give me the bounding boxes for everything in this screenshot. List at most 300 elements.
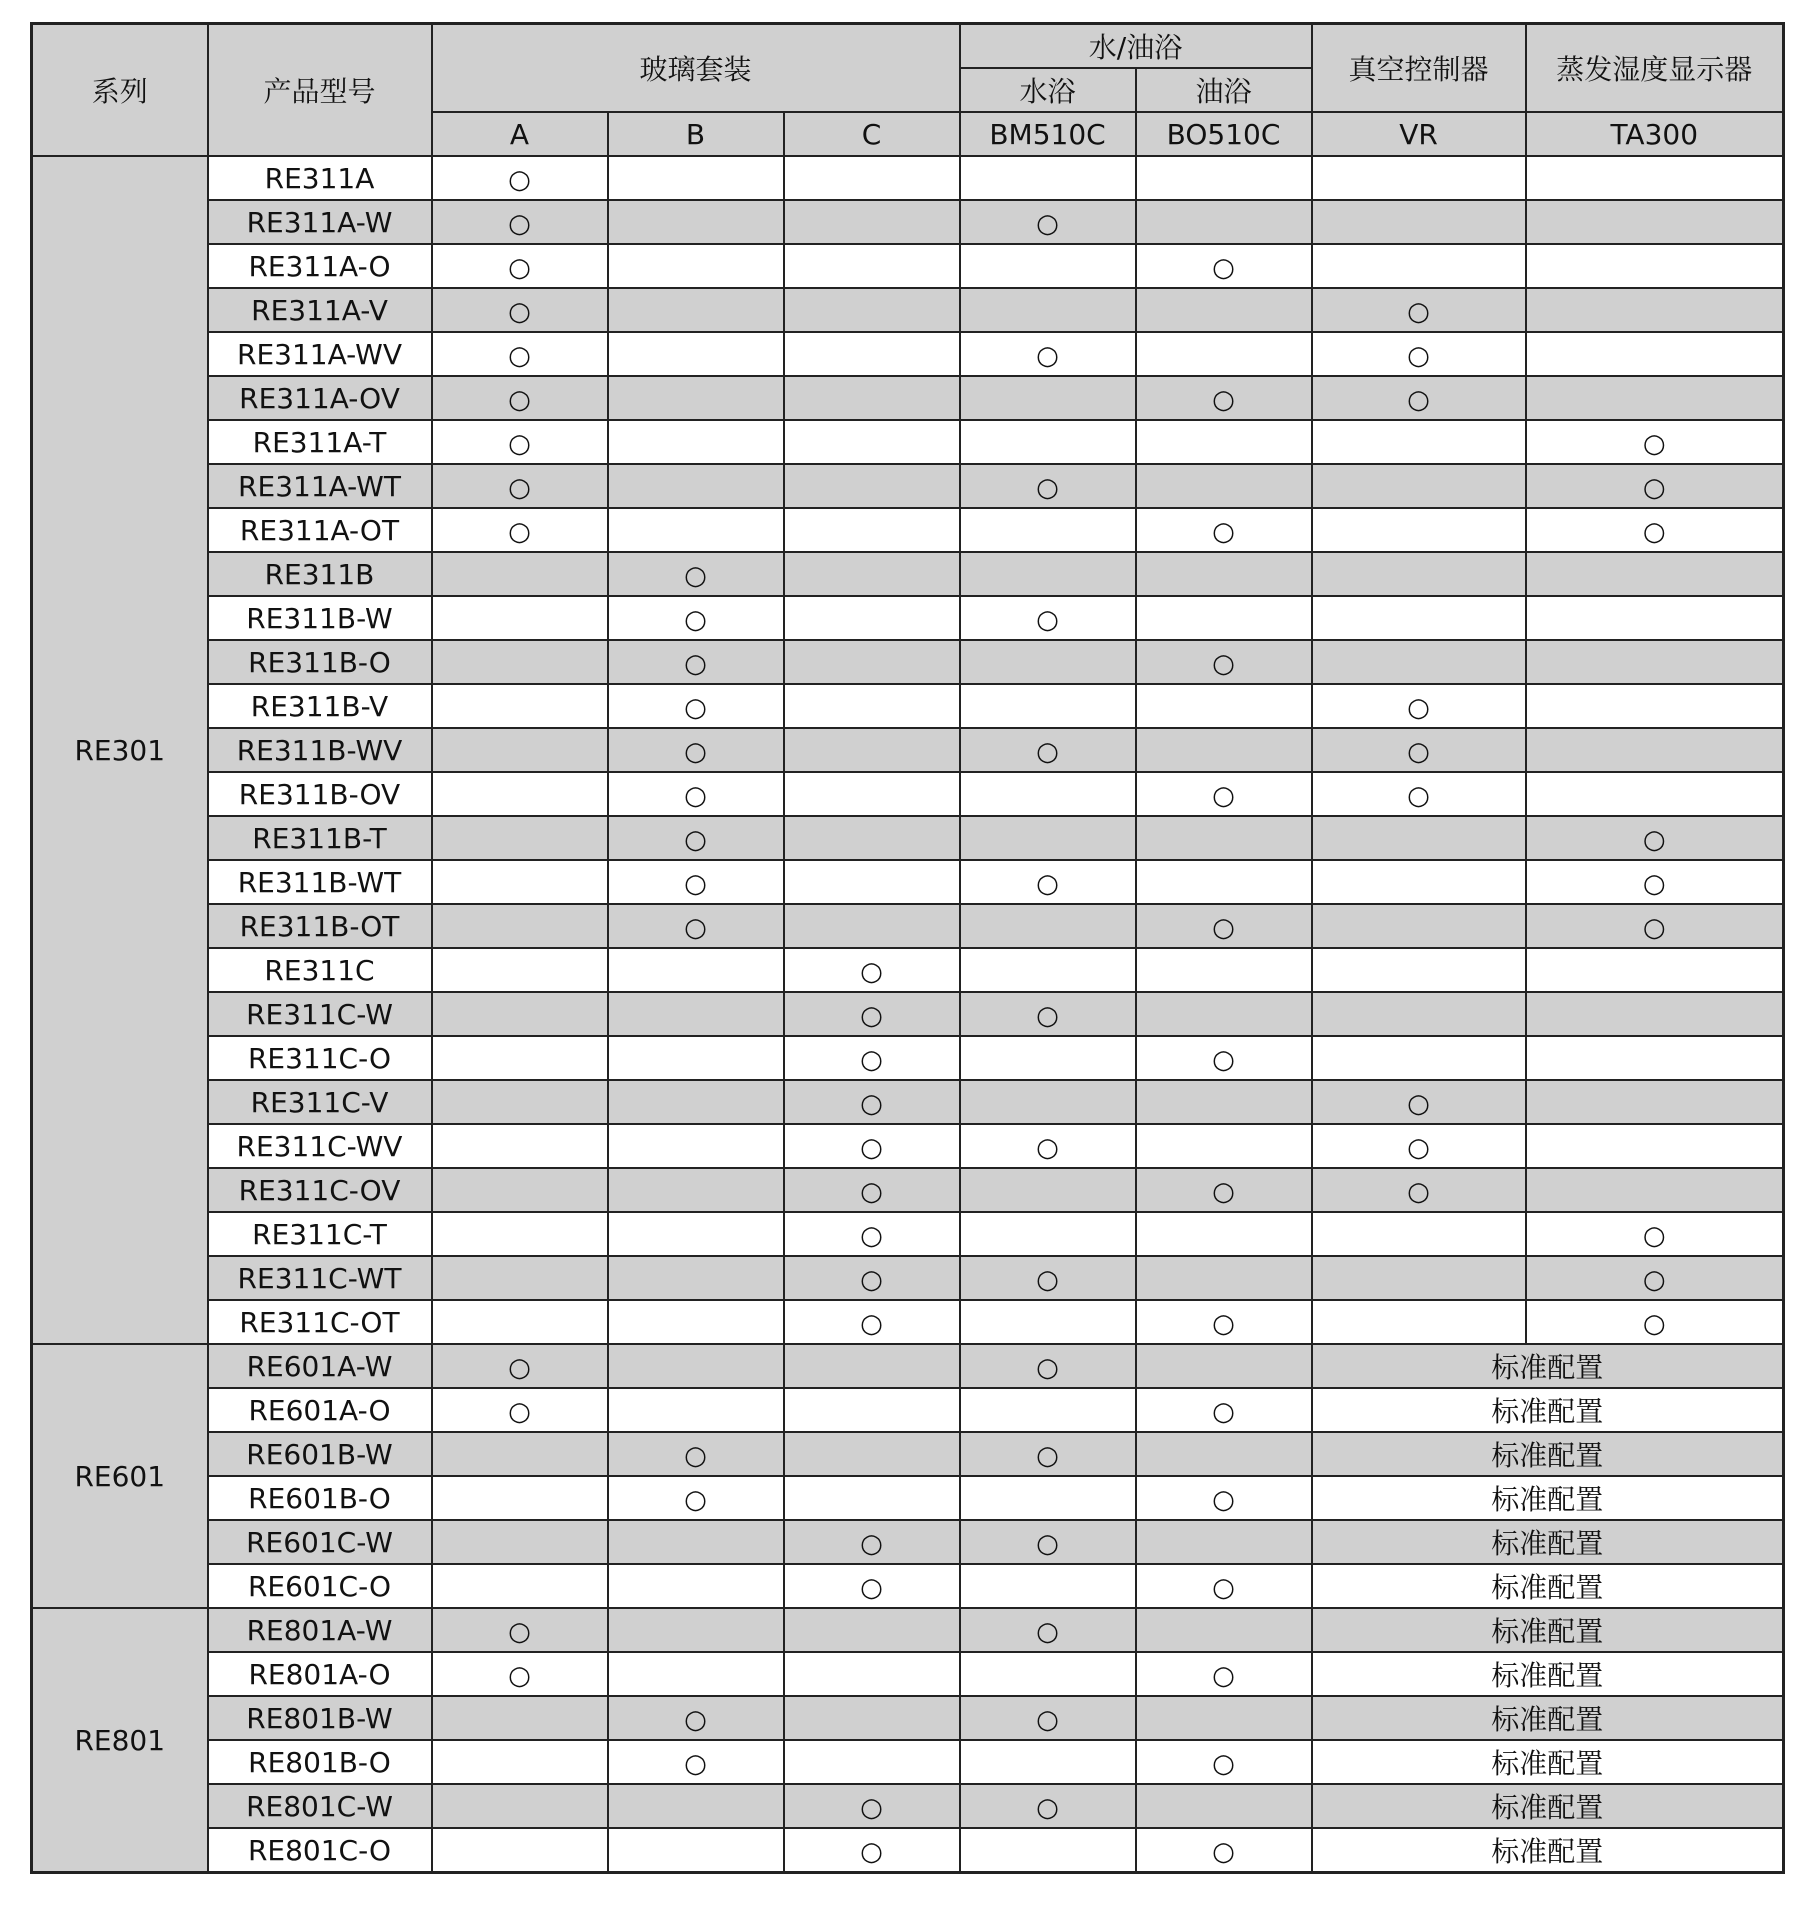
cell-bo510c xyxy=(1136,1564,1312,1608)
cell-bm510c xyxy=(960,728,1136,772)
cell-bm510c xyxy=(960,948,1136,992)
included-mark: ○ xyxy=(1407,1088,1430,1119)
cell-bm510c xyxy=(960,200,1136,244)
cell-ta300 xyxy=(1526,992,1784,1036)
cell-glass-c xyxy=(784,1784,960,1828)
table-row xyxy=(32,1168,1784,1212)
cell-vr xyxy=(1312,640,1526,684)
cell-glass-a xyxy=(432,904,608,948)
product-configuration-table xyxy=(30,22,1785,1874)
model-cell: RE311A-OT xyxy=(208,508,432,552)
included-mark: ○ xyxy=(1036,1264,1059,1295)
standard-config-cell: 标准配置 xyxy=(1312,1564,1784,1608)
cell-glass-c xyxy=(784,1652,960,1696)
cell-glass-a xyxy=(432,376,608,420)
table-row xyxy=(32,948,1784,992)
cell-glass-a xyxy=(432,816,608,860)
cell-vr xyxy=(1312,1300,1526,1344)
series-cell: RE601 xyxy=(32,1344,208,1608)
standard-config-cell: 标准配置 xyxy=(1312,1476,1784,1520)
table-row xyxy=(32,1828,1784,1873)
cell-bo510c xyxy=(1136,948,1312,992)
included-mark: ○ xyxy=(1036,1704,1059,1735)
cell-glass-b xyxy=(608,728,784,772)
cell-glass-c xyxy=(784,1300,960,1344)
included-mark: ○ xyxy=(508,340,531,371)
table-row xyxy=(32,1740,1784,1784)
model-cell: RE801C-W xyxy=(208,1784,432,1828)
model-cell: RE311C-WT xyxy=(208,1256,432,1300)
cell-glass-b xyxy=(608,156,784,200)
included-mark: ○ xyxy=(860,1792,883,1823)
cell-glass-a xyxy=(432,200,608,244)
model-cell: RE311C-OT xyxy=(208,1300,432,1344)
table-row xyxy=(32,904,1784,948)
cell-glass-b xyxy=(608,1256,784,1300)
cell-bo510c xyxy=(1136,1784,1312,1828)
cell-glass-c xyxy=(784,1344,960,1388)
included-mark: ○ xyxy=(1407,736,1430,767)
cell-glass-c xyxy=(784,464,960,508)
cell-vr xyxy=(1312,244,1526,288)
cell-glass-c xyxy=(784,992,960,1036)
cell-bo510c xyxy=(1136,1080,1312,1124)
cell-glass-c xyxy=(784,200,960,244)
cell-glass-c xyxy=(784,1080,960,1124)
cell-glass-b xyxy=(608,684,784,728)
cell-bm510c xyxy=(960,1432,1136,1476)
cell-bm510c xyxy=(960,1784,1136,1828)
table-row xyxy=(32,552,1784,596)
standard-config-cell: 标准配置 xyxy=(1312,1608,1784,1652)
model-cell: RE801C-O xyxy=(208,1828,432,1873)
cell-glass-c xyxy=(784,1564,960,1608)
standard-config-cell: 标准配置 xyxy=(1312,1520,1784,1564)
included-mark: ○ xyxy=(1407,340,1430,371)
cell-glass-a xyxy=(432,1740,608,1784)
included-mark: ○ xyxy=(1407,1132,1430,1163)
included-mark: ○ xyxy=(684,912,707,943)
model-cell: RE311A-O xyxy=(208,244,432,288)
model-cell: RE311B-WV xyxy=(208,728,432,772)
cell-bm510c xyxy=(960,1080,1136,1124)
table-row xyxy=(32,1564,1784,1608)
cell-vr xyxy=(1312,464,1526,508)
included-mark: ○ xyxy=(508,1660,531,1691)
cell-glass-c xyxy=(784,772,960,816)
cell-bo510c xyxy=(1136,1828,1312,1873)
cell-glass-a xyxy=(432,1828,608,1873)
cell-glass-a xyxy=(432,1036,608,1080)
table-row xyxy=(32,1476,1784,1520)
model-cell: RE311A-WT xyxy=(208,464,432,508)
cell-glass-a xyxy=(432,684,608,728)
cell-ta300 xyxy=(1526,200,1784,244)
cell-ta300 xyxy=(1526,156,1784,200)
included-mark: ○ xyxy=(860,1000,883,1031)
included-mark: ○ xyxy=(1642,428,1666,459)
cell-bo510c xyxy=(1136,156,1312,200)
cell-vr xyxy=(1312,816,1526,860)
included-mark: ○ xyxy=(684,648,707,679)
cell-glass-b xyxy=(608,1740,784,1784)
cell-bo510c xyxy=(1136,464,1312,508)
included-mark: ○ xyxy=(508,1352,531,1383)
cell-bo510c xyxy=(1136,1432,1312,1476)
cell-vr xyxy=(1312,1212,1526,1256)
included-mark: ○ xyxy=(1407,780,1430,811)
cell-ta300 xyxy=(1526,772,1784,816)
cell-bo510c xyxy=(1136,1300,1312,1344)
cell-bo510c xyxy=(1136,508,1312,552)
cell-ta300 xyxy=(1526,860,1784,904)
standard-config-cell: 标准配置 xyxy=(1312,1652,1784,1696)
cell-glass-b xyxy=(608,816,784,860)
cell-vr xyxy=(1312,552,1526,596)
header-humidity-display: 蒸发湿度显示器 xyxy=(1526,24,1784,113)
cell-vr xyxy=(1312,904,1526,948)
cell-bo510c xyxy=(1136,1652,1312,1696)
cell-vr xyxy=(1312,508,1526,552)
cell-bm510c xyxy=(960,244,1136,288)
table-body xyxy=(32,156,1784,1873)
cell-ta300 xyxy=(1526,1036,1784,1080)
cell-glass-a xyxy=(432,948,608,992)
included-mark: ○ xyxy=(508,208,531,239)
table-row xyxy=(32,992,1784,1036)
cell-glass-b xyxy=(608,200,784,244)
included-mark: ○ xyxy=(508,428,531,459)
model-cell: RE311A-T xyxy=(208,420,432,464)
cell-bm510c xyxy=(960,464,1136,508)
included-mark: ○ xyxy=(1036,604,1059,635)
cell-glass-b xyxy=(608,1432,784,1476)
included-mark: ○ xyxy=(508,296,531,327)
table-row xyxy=(32,1256,1784,1300)
cell-vr xyxy=(1312,948,1526,992)
table-row xyxy=(32,1300,1784,1344)
cell-glass-b xyxy=(608,1828,784,1873)
model-cell: RE311A-V xyxy=(208,288,432,332)
included-mark: ○ xyxy=(1642,1220,1666,1251)
header-glass-c: C xyxy=(784,112,960,156)
included-mark: ○ xyxy=(1212,1044,1235,1075)
cell-bo510c xyxy=(1136,1608,1312,1652)
header-glass-a: A xyxy=(432,112,608,156)
model-cell: RE601C-W xyxy=(208,1520,432,1564)
cell-glass-a xyxy=(432,1564,608,1608)
cell-ta300 xyxy=(1526,1080,1784,1124)
cell-bo510c xyxy=(1136,200,1312,244)
cell-ta300 xyxy=(1526,684,1784,728)
model-cell: RE311B-W xyxy=(208,596,432,640)
cell-bo510c xyxy=(1136,1476,1312,1520)
cell-ta300 xyxy=(1526,1256,1784,1300)
header-series: 系列 xyxy=(32,24,208,157)
cell-glass-c xyxy=(784,1828,960,1873)
included-mark: ○ xyxy=(1036,1132,1059,1163)
included-mark: ○ xyxy=(684,604,707,635)
model-cell: RE801A-W xyxy=(208,1608,432,1652)
table-row xyxy=(32,244,1784,288)
cell-bo510c xyxy=(1136,1344,1312,1388)
cell-glass-a xyxy=(432,992,608,1036)
cell-glass-a xyxy=(432,1784,608,1828)
cell-bo510c xyxy=(1136,552,1312,596)
table-row xyxy=(32,376,1784,420)
included-mark: ○ xyxy=(1642,868,1666,899)
cell-glass-a xyxy=(432,1124,608,1168)
cell-glass-c xyxy=(784,508,960,552)
cell-bo510c xyxy=(1136,904,1312,948)
cell-vr xyxy=(1312,1256,1526,1300)
included-mark: ○ xyxy=(860,956,883,987)
cell-glass-a xyxy=(432,1696,608,1740)
cell-glass-c xyxy=(784,1432,960,1476)
cell-glass-a xyxy=(432,1300,608,1344)
cell-ta300 xyxy=(1526,1300,1784,1344)
model-cell: RE601A-W xyxy=(208,1344,432,1388)
cell-bo510c xyxy=(1136,816,1312,860)
standard-config-cell: 标准配置 xyxy=(1312,1344,1784,1388)
table-row xyxy=(32,1124,1784,1168)
cell-glass-c xyxy=(784,288,960,332)
table-row xyxy=(32,1388,1784,1432)
table-row xyxy=(32,640,1784,684)
table-row xyxy=(32,596,1784,640)
included-mark: ○ xyxy=(684,824,707,855)
cell-bm510c xyxy=(960,684,1136,728)
cell-glass-b xyxy=(608,640,784,684)
standard-config-cell: 标准配置 xyxy=(1312,1740,1784,1784)
cell-bo510c xyxy=(1136,684,1312,728)
cell-glass-b xyxy=(608,1300,784,1344)
header-model: 产品型号 xyxy=(208,24,432,157)
cell-bo510c xyxy=(1136,1256,1312,1300)
included-mark: ○ xyxy=(860,1176,883,1207)
cell-glass-a xyxy=(432,772,608,816)
included-mark: ○ xyxy=(1212,1836,1235,1867)
cell-glass-a xyxy=(432,1476,608,1520)
model-cell: RE311C-T xyxy=(208,1212,432,1256)
model-cell: RE311B-OV xyxy=(208,772,432,816)
cell-ta300 xyxy=(1526,1212,1784,1256)
standard-config-cell: 标准配置 xyxy=(1312,1432,1784,1476)
cell-bo510c xyxy=(1136,640,1312,684)
included-mark: ○ xyxy=(860,1264,883,1295)
cell-glass-c xyxy=(784,684,960,728)
table-row xyxy=(32,860,1784,904)
cell-glass-c xyxy=(784,1608,960,1652)
cell-bm510c xyxy=(960,1564,1136,1608)
included-mark: ○ xyxy=(1407,296,1430,327)
cell-vr xyxy=(1312,1168,1526,1212)
included-mark: ○ xyxy=(508,516,531,547)
header-bm510c: BM510C xyxy=(960,112,1136,156)
included-mark: ○ xyxy=(1036,208,1059,239)
cell-bo510c xyxy=(1136,288,1312,332)
cell-bm510c xyxy=(960,288,1136,332)
cell-bm510c xyxy=(960,1300,1136,1344)
cell-vr xyxy=(1312,420,1526,464)
cell-bo510c xyxy=(1136,244,1312,288)
standard-config-cell: 标准配置 xyxy=(1312,1784,1784,1828)
included-mark: ○ xyxy=(1642,1308,1666,1339)
cell-bm510c xyxy=(960,1212,1136,1256)
table-row xyxy=(32,508,1784,552)
model-cell: RE601B-W xyxy=(208,1432,432,1476)
cell-ta300 xyxy=(1526,816,1784,860)
header-water-bath: 水浴 xyxy=(960,68,1136,112)
included-mark: ○ xyxy=(1036,1616,1059,1647)
table-row xyxy=(32,1432,1784,1476)
cell-bm510c xyxy=(960,332,1136,376)
table-row xyxy=(32,728,1784,772)
cell-bm510c xyxy=(960,508,1136,552)
cell-glass-b xyxy=(608,420,784,464)
included-mark: ○ xyxy=(508,472,531,503)
included-mark: ○ xyxy=(860,1528,883,1559)
header-bo510c: BO510C xyxy=(1136,112,1312,156)
included-mark: ○ xyxy=(860,1220,883,1251)
cell-bm510c xyxy=(960,1476,1136,1520)
cell-bo510c xyxy=(1136,1520,1312,1564)
cell-glass-b xyxy=(608,1388,784,1432)
table-row xyxy=(32,1608,1784,1652)
cell-glass-b xyxy=(608,1652,784,1696)
cell-bm510c xyxy=(960,816,1136,860)
cell-bo510c xyxy=(1136,596,1312,640)
table-row xyxy=(32,200,1784,244)
table-row xyxy=(32,1652,1784,1696)
cell-bm510c xyxy=(960,992,1136,1036)
cell-bo510c xyxy=(1136,1124,1312,1168)
included-mark: ○ xyxy=(1642,912,1666,943)
cell-bo510c xyxy=(1136,1036,1312,1080)
cell-glass-a xyxy=(432,1212,608,1256)
table-row xyxy=(32,816,1784,860)
cell-vr xyxy=(1312,376,1526,420)
cell-ta300 xyxy=(1526,904,1784,948)
included-mark: ○ xyxy=(1036,1792,1059,1823)
cell-glass-c xyxy=(784,244,960,288)
cell-glass-c xyxy=(784,1520,960,1564)
cell-vr xyxy=(1312,728,1526,772)
included-mark: ○ xyxy=(860,1572,883,1603)
cell-glass-b xyxy=(608,596,784,640)
cell-glass-a xyxy=(432,156,608,200)
included-mark: ○ xyxy=(684,1484,707,1515)
cell-bm510c xyxy=(960,640,1136,684)
included-mark: ○ xyxy=(1642,1264,1666,1295)
cell-glass-c xyxy=(784,1212,960,1256)
cell-glass-c xyxy=(784,420,960,464)
cell-glass-b xyxy=(608,904,784,948)
cell-glass-b xyxy=(608,1784,784,1828)
table-row xyxy=(32,1344,1784,1388)
cell-glass-c xyxy=(784,1036,960,1080)
cell-ta300 xyxy=(1526,376,1784,420)
included-mark: ○ xyxy=(508,384,531,415)
cell-glass-a xyxy=(432,1168,608,1212)
cell-ta300 xyxy=(1526,464,1784,508)
cell-ta300 xyxy=(1526,244,1784,288)
included-mark: ○ xyxy=(1212,1748,1235,1779)
table-row xyxy=(32,772,1784,816)
cell-vr xyxy=(1312,332,1526,376)
cell-glass-c xyxy=(784,640,960,684)
included-mark: ○ xyxy=(860,1308,883,1339)
included-mark: ○ xyxy=(1036,1528,1059,1559)
cell-bo510c xyxy=(1136,772,1312,816)
model-cell: RE311C xyxy=(208,948,432,992)
cell-bm510c xyxy=(960,1828,1136,1873)
cell-bm510c xyxy=(960,904,1136,948)
cell-glass-b xyxy=(608,1080,784,1124)
included-mark: ○ xyxy=(1212,384,1235,415)
cell-glass-a xyxy=(432,640,608,684)
table-row xyxy=(32,420,1784,464)
cell-glass-b xyxy=(608,1520,784,1564)
included-mark: ○ xyxy=(1212,1484,1235,1515)
cell-glass-b xyxy=(608,948,784,992)
cell-glass-a xyxy=(432,332,608,376)
model-cell: RE311B-WT xyxy=(208,860,432,904)
cell-glass-b xyxy=(608,1036,784,1080)
model-cell: RE311B xyxy=(208,552,432,596)
cell-bm510c xyxy=(960,376,1136,420)
included-mark: ○ xyxy=(860,1044,883,1075)
model-cell: RE601A-O xyxy=(208,1388,432,1432)
included-mark: ○ xyxy=(684,868,707,899)
cell-glass-b xyxy=(608,244,784,288)
included-mark: ○ xyxy=(1036,1440,1059,1471)
cell-glass-c xyxy=(784,1696,960,1740)
cell-glass-a xyxy=(432,1080,608,1124)
included-mark: ○ xyxy=(1036,868,1059,899)
model-cell: RE801A-O xyxy=(208,1652,432,1696)
table-row xyxy=(32,1696,1784,1740)
cell-glass-b xyxy=(608,1564,784,1608)
model-cell: RE311A-W xyxy=(208,200,432,244)
included-mark: ○ xyxy=(684,1440,707,1471)
cell-glass-a xyxy=(432,1344,608,1388)
cell-bm510c xyxy=(960,1520,1136,1564)
model-cell: RE311B-OT xyxy=(208,904,432,948)
model-cell: RE311C-V xyxy=(208,1080,432,1124)
included-mark: ○ xyxy=(684,1704,707,1735)
included-mark: ○ xyxy=(1642,824,1666,855)
included-mark: ○ xyxy=(860,1088,883,1119)
header-oil-bath: 油浴 xyxy=(1136,68,1312,112)
cell-glass-c xyxy=(784,332,960,376)
cell-glass-a xyxy=(432,1608,608,1652)
included-mark: ○ xyxy=(1212,1176,1235,1207)
included-mark: ○ xyxy=(1036,1000,1059,1031)
cell-glass-a xyxy=(432,508,608,552)
cell-bm510c xyxy=(960,596,1136,640)
model-cell: RE311C-WV xyxy=(208,1124,432,1168)
cell-glass-b xyxy=(608,288,784,332)
model-cell: RE311A xyxy=(208,156,432,200)
included-mark: ○ xyxy=(1036,340,1059,371)
cell-bm510c xyxy=(960,772,1136,816)
cell-vr xyxy=(1312,772,1526,816)
table-row xyxy=(32,1784,1784,1828)
cell-bo510c xyxy=(1136,992,1312,1036)
included-mark: ○ xyxy=(860,1836,883,1867)
standard-config-cell: 标准配置 xyxy=(1312,1696,1784,1740)
